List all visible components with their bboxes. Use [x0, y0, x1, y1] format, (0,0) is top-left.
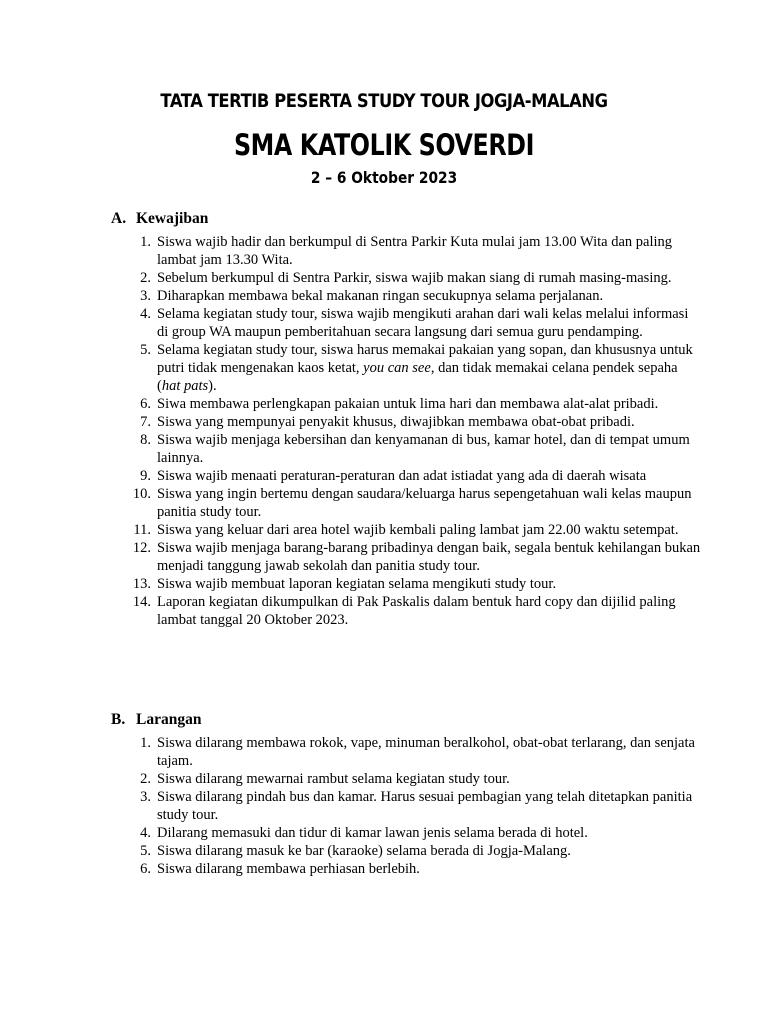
item-number: 1. [140, 735, 151, 751]
item-number: 5. [140, 342, 151, 358]
item-number: 1. [140, 234, 151, 250]
item-text [157, 342, 693, 394]
document-title: TATA TERTIB PESERTA STUDY TOUR JOGJA-MALANG [160, 90, 608, 112]
school-name: SMA KATOLIK SOVERDI [233, 128, 535, 162]
item-number: 12. [132, 540, 151, 556]
list-item [111, 341, 701, 395]
item-number: 3. [140, 789, 151, 805]
item-text: Siswa dilarang membawa rokok, vape, minuman beralkohol, obat-obat terlarang, dan senjata tajam. [157, 735, 695, 769]
item-text: Siswa dilarang membawa perhiasan berlebih. [157, 861, 420, 877]
list-item [111, 770, 701, 788]
item-number: 10. [132, 486, 151, 502]
section-title: Kewajiban [136, 210, 209, 227]
item-text: Laporan kegiatan dikumpulkan di Pak Paskalis dalam bentuk hard copy dan dijilid paling lambat tanggal 20 Oktober 2023. [157, 594, 676, 628]
item-number: 3. [140, 288, 151, 304]
item-text-part: ). [208, 378, 217, 394]
list-item [111, 539, 701, 575]
list-item [111, 521, 701, 539]
kewajiban-list [111, 233, 701, 629]
event-date: 2 – 6 Oktober 2023 [310, 168, 458, 187]
item-text-italic: hat pats [161, 378, 209, 394]
item-text-part: , dan tidak memakai celana pendek sepaha ( [157, 360, 678, 394]
item-number: 4. [140, 825, 151, 841]
section-title: Larangan [136, 711, 202, 728]
list-item [111, 287, 701, 305]
item-text: Siswa yang ingin bertemu dengan saudara/keluarga harus sepengetahuan wali kelas maupun panitia study tour. [157, 486, 692, 520]
section-heading [111, 209, 701, 229]
item-number: 14. [132, 594, 151, 610]
list-item [111, 467, 701, 485]
item-number: 7. [140, 414, 151, 430]
item-text: Dilarang memasuki dan tidur di kamar lawan jenis selama berada di hotel. [157, 825, 588, 841]
item-number: 8. [140, 432, 151, 448]
section-larangan [111, 710, 701, 878]
item-number: 4. [140, 306, 151, 322]
item-number: 6. [140, 396, 151, 412]
item-text: Siswa wajib membuat laporan kegiatan selama mengikuti study tour. [157, 576, 557, 592]
list-item [111, 734, 701, 770]
list-item [111, 395, 701, 413]
item-text-part: Selama kegiatan study tour, siswa harus memakai pakaian yang sopan, dan khususnya untuk putri tidak mengenakan kaos ketat, [157, 342, 693, 376]
section-kewajiban [111, 209, 701, 629]
list-item [111, 233, 701, 269]
list-item [111, 575, 701, 593]
item-number: 11. [133, 522, 151, 538]
list-item [111, 485, 701, 521]
list-item [111, 593, 701, 629]
item-text: Selama kegiatan study tour, siswa wajib mengikuti arahan dari wali kelas melalui informasi di group WA maupun pemberitahuan secara langsung dari semua guru pendamping. [157, 306, 689, 340]
item-text: Sebelum berkumpul di Sentra Parkir, siswa wajib makan siang di rumah masing-masing. [157, 270, 672, 286]
item-number: 6. [140, 861, 151, 877]
item-text: Siswa wajib menjaga barang-barang pribadinya dengan baik, segala bentuk kehilangan bukan menjadi tanggung jawab sekolah dan panitia study tour. [157, 540, 701, 574]
section-heading [111, 710, 701, 730]
item-number: 2. [140, 771, 151, 787]
list-item [111, 860, 701, 878]
item-text: Siswa dilarang pindah bus dan kamar. Harus sesuai pembagian yang telah ditetapkan panitia study tour. [157, 789, 693, 823]
item-text: Siswa yang mempunyai penyakit khusus, diwajibkan membawa obat-obat pribadi. [157, 414, 635, 430]
item-number: 5. [140, 843, 151, 859]
item-text: Siwa membawa perlengkapan pakaian untuk lima hari dan membawa alat-alat pribadi. [157, 396, 659, 412]
list-item [111, 824, 701, 842]
item-text: Siswa wajib menjaga kebersihan dan kenyamanan di bus, kamar hotel, dan di tempat umum lainnya. [157, 432, 690, 466]
list-item [111, 788, 701, 824]
list-item [111, 842, 701, 860]
item-text: Siswa yang keluar dari area hotel wajib kembali paling lambat jam 22.00 waktu setempat. [157, 522, 679, 538]
section-letter: B. [111, 711, 126, 728]
list-item [111, 431, 701, 467]
item-number: 13. [132, 576, 151, 592]
item-number: 9. [140, 468, 151, 484]
list-item [111, 305, 701, 341]
larangan-list [111, 734, 701, 878]
item-text: Siswa wajib menaati peraturan-peraturan dan adat istiadat yang ada di daerah wisata [157, 468, 647, 484]
item-text-italic: you can see [363, 360, 431, 376]
item-number: 2. [140, 270, 151, 286]
list-item [111, 269, 701, 287]
item-text: Diharapkan membawa bekal makanan ringan secukupnya selama perjalanan. [157, 288, 604, 304]
list-item [111, 413, 701, 431]
item-text: Siswa dilarang mewarnai rambut selama kegiatan study tour. [157, 771, 510, 787]
section-letter: A. [111, 210, 127, 227]
item-text: Siswa dilarang masuk ke bar (karaoke) selama berada di Jogja-Malang. [157, 843, 571, 859]
item-text: Siswa wajib hadir dan berkumpul di Sentra Parkir Kuta mulai jam 13.00 Wita dan paling lambat jam 13.30 Wita. [157, 234, 673, 268]
